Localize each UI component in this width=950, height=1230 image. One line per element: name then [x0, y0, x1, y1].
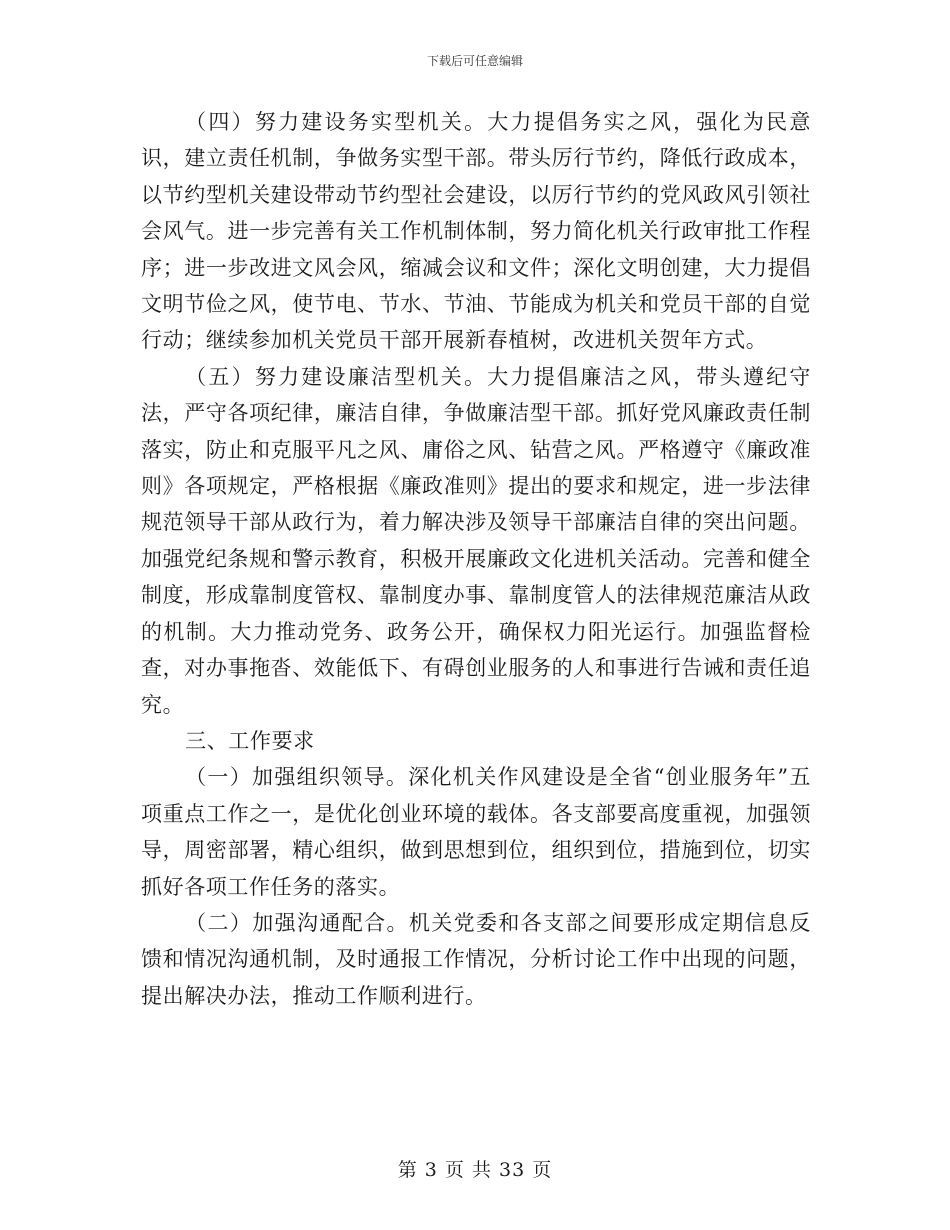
paragraph-one: （一）加强组织领导。深化机关作风建设是全省“创业服务年”五项重点工作之一，是优化创业环境的载体。各支部要高度重视，加强领导，周密部署，精心组织，做到思想到位，组织到位，措施到位，切实抓好各项工作任务的落实。: [141, 765, 811, 899]
paragraph-two: （二）加强沟通配合。机关党委和各支部之间要形成定期信息反馈和情况沟通机制，及时通报工作情况，分析讨论工作中出现的问题，提出解决办法，推动工作顺利进行。: [141, 910, 811, 1008]
page-number: 第 3 页 共 33 页: [397, 1159, 553, 1181]
paragraph-five: （五）努力建设廉洁型机关。大力提倡廉洁之风，带头遵纪守法，严守各项纪律，廉洁自律，争做廉洁型干部。抓好党风廉政责任制落实，防止和克服平凡之风、庸俗之风、钻营之风。严格遵守《廉政准则》各项规定，严格根据《廉政准则》提出的要求和规定，进一步法律规范领导干部从政行为，着力解决涉及领导干部廉洁自律的突出问题。加强党纪条规和警示教育，积极开展廉政文化进机关活动。完善和健全制度，形成靠制度管权、靠制度办事、靠制度管人的法律规范廉洁从政的机制。大力推动党务、政务公开，确保权力阳光运行。加强监督检查，对办事拖沓、效能低下、有碍创业服务的人和事进行告诫和责任追究。: [141, 364, 811, 717]
paragraph-four: （四）努力建设务实型机关。大力提倡务实之风，强化为民意识，建立责任机制，争做务实型干部。带头厉行节约，降低行政成本，以节约型机关建设带动节约型社会建设，以厉行节约的党风政风引领社会风气。进一步完善有关工作机制体制，努力简化机关行政审批工作程序；进一步改进文风会风，缩减会议和文件；深化文明创建，大力提倡文明节俭之风，使节电、节水、节油、节能成为机关和党员干部的自觉行动；继续参加机关党员干部开展新春植树，改进机关贺年方式。: [141, 110, 811, 353]
section-heading: 三、工作要求: [185, 728, 315, 753]
document-body: [141, 104, 811, 1014]
page-header: 下载后可任意编辑: [426, 54, 523, 68]
